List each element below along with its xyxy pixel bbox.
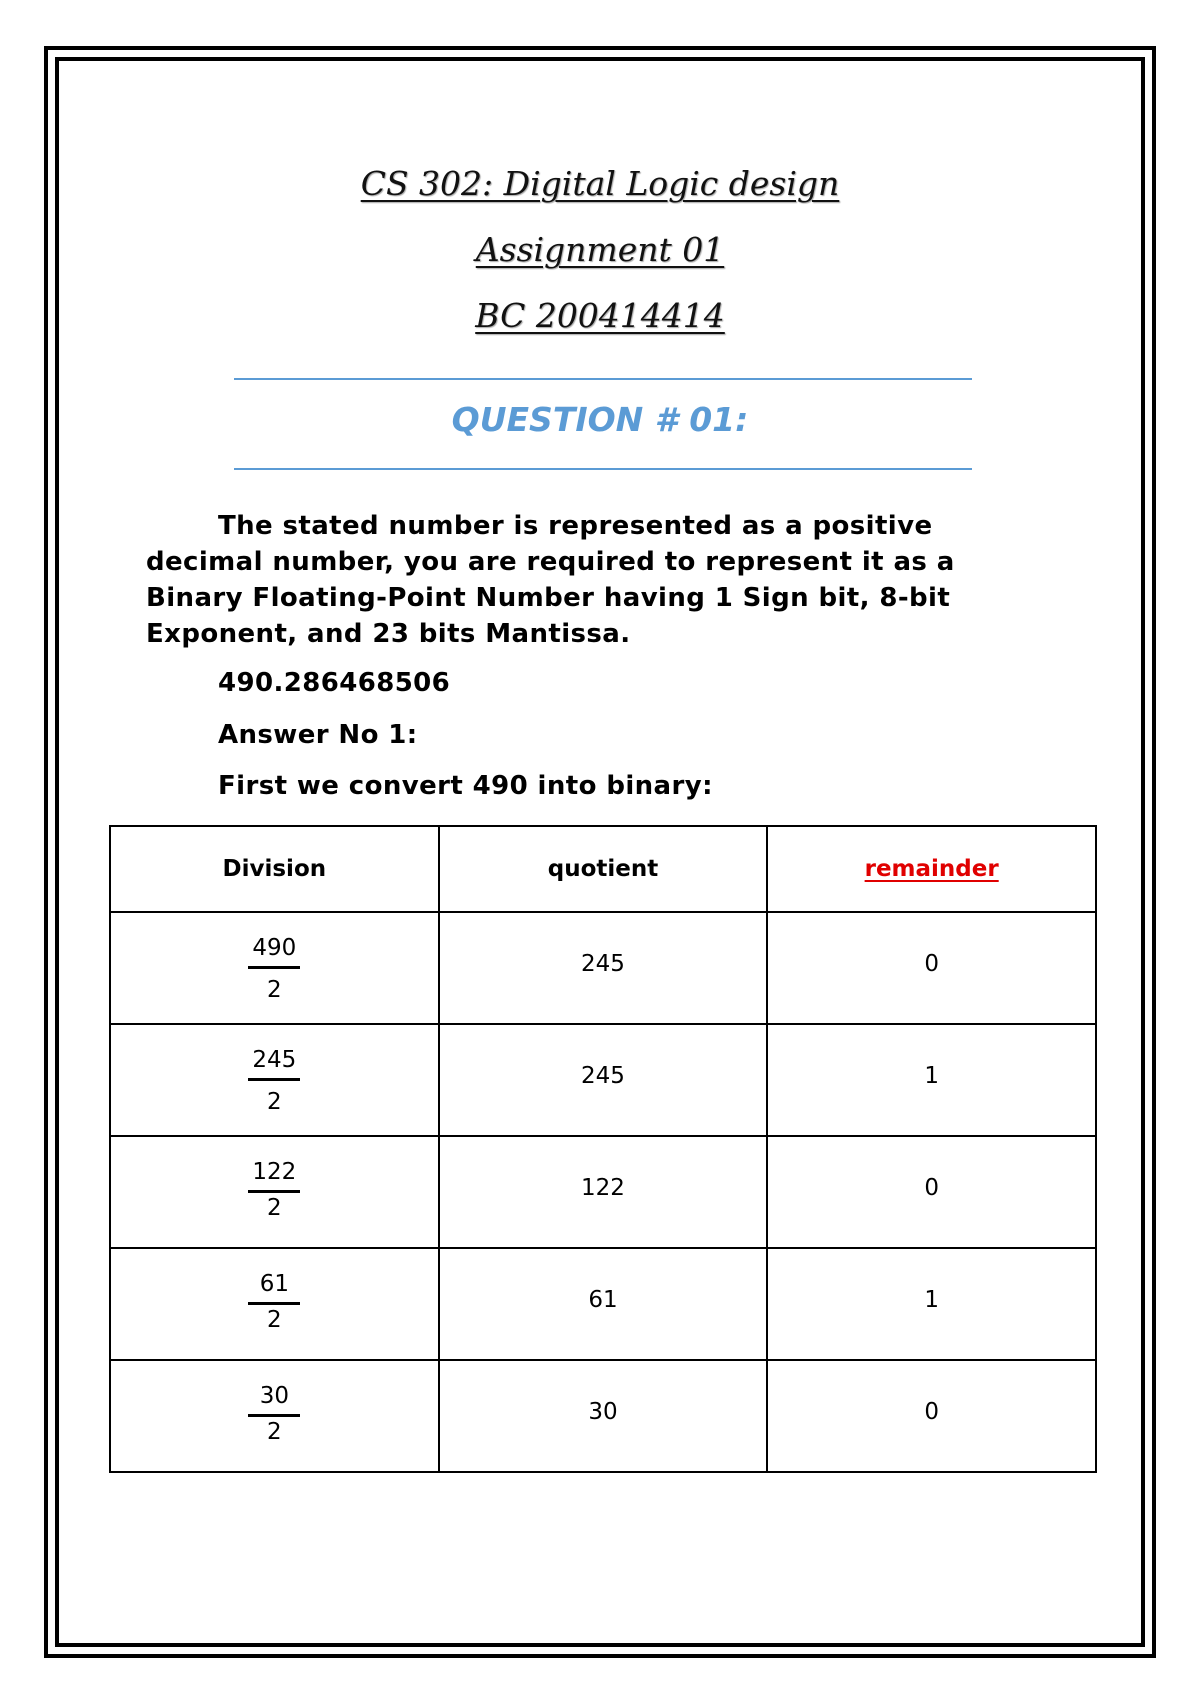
remainder-cell: 0 <box>767 912 1096 1024</box>
remainder-cell: 0 <box>767 1136 1096 1248</box>
quotient-cell: 30 <box>439 1360 768 1472</box>
quotient-cell: 61 <box>439 1248 768 1360</box>
header-remainder: remainder <box>767 826 1096 912</box>
divider-bottom <box>234 468 972 470</box>
header-division: Division <box>110 826 439 912</box>
division-cell <box>110 1360 439 1472</box>
table-row <box>110 1136 1096 1248</box>
quotient-cell: 245 <box>439 912 768 1024</box>
table-header-row <box>110 826 1096 912</box>
fraction <box>248 1273 300 1332</box>
assignment-title: Assignment 01 <box>475 230 725 269</box>
table-row <box>110 1248 1096 1360</box>
fraction-denominator: 2 <box>267 1195 282 1221</box>
answer-step: First we convert 490 into binary: <box>218 771 713 801</box>
course-title: CS 302: Digital Logic design <box>360 164 840 203</box>
division-cell <box>110 1024 439 1136</box>
table-row <box>110 1360 1096 1472</box>
quotient-cell: 245 <box>439 1024 768 1136</box>
remainder-cell: 1 <box>767 1024 1096 1136</box>
division-table <box>109 825 1097 1473</box>
division-cell <box>110 1248 439 1360</box>
fraction-denominator: 2 <box>267 1419 282 1445</box>
fraction <box>248 1385 300 1444</box>
answer-label: Answer No 1: <box>218 720 418 750</box>
table-row <box>110 912 1096 1024</box>
fraction <box>248 1049 300 1114</box>
table-row <box>110 1024 1096 1136</box>
fraction-numerator: 30 <box>259 1383 289 1409</box>
division-cell <box>110 912 439 1024</box>
fraction-numerator: 490 <box>252 935 297 961</box>
student-id: BC 200414414 <box>475 296 725 335</box>
question-title: QUESTION # 01: <box>451 400 749 439</box>
fraction-numerator: 61 <box>259 1271 289 1297</box>
fraction-numerator: 245 <box>252 1047 297 1073</box>
remainder-cell: 0 <box>767 1360 1096 1472</box>
division-cell <box>110 1136 439 1248</box>
fraction-denominator: 2 <box>267 977 282 1003</box>
quotient-cell: 122 <box>439 1136 768 1248</box>
remainder-cell: 1 <box>767 1248 1096 1360</box>
fraction <box>248 1161 300 1220</box>
header-quotient: quotient <box>439 826 768 912</box>
given-number: 490.286468506 <box>218 668 451 698</box>
divider-top <box>234 378 972 380</box>
fraction <box>248 937 300 1002</box>
question-text-body: The stated number is represented as a positive decimal number, you are required to represent it as a Binary Floating-Point Number having 1 Sign bit, 8-bit Exponent, and 23 bits Mantissa. <box>146 511 955 649</box>
question-text <box>146 508 1046 652</box>
fraction-denominator: 2 <box>267 1307 282 1333</box>
fraction-denominator: 2 <box>267 1089 282 1115</box>
fraction-numerator: 122 <box>252 1159 297 1185</box>
